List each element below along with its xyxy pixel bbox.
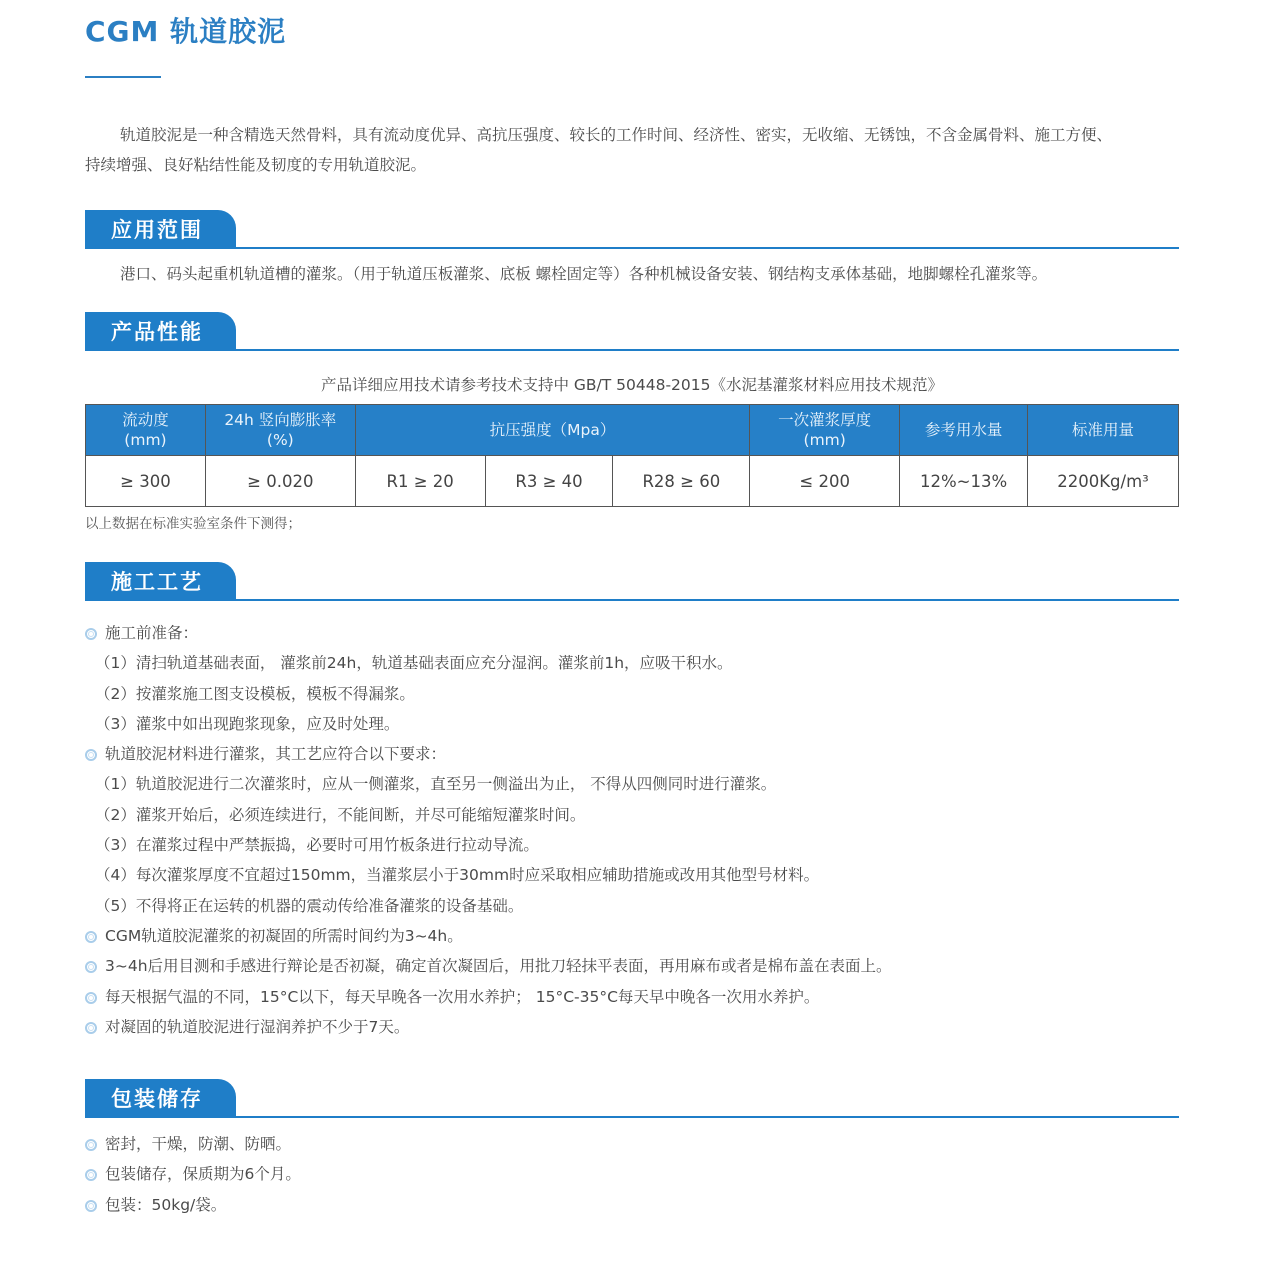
list-item-text: （1）轨道胶泥进行二次灌浆时，应从一侧灌浆，直至另一侧溢出为止， 不得从四侧同时进行灌浆。 (95, 775, 777, 794)
col-header: 流动度 (mm) (86, 405, 206, 456)
list-item (85, 891, 892, 921)
col-header: 24h 竖向膨胀率 (%) (205, 405, 355, 456)
section-title: 应用范围 (85, 210, 236, 248)
list-item (85, 800, 892, 830)
table-cell: ≤ 200 (750, 456, 900, 507)
section-header-application (85, 210, 1179, 250)
double-circle-bullet-icon (85, 749, 97, 761)
table-footnote: 以上数据在标准实验室条件下测得； (85, 516, 301, 532)
double-circle-bullet-icon (85, 1139, 97, 1151)
list-item (85, 709, 892, 739)
list-item-text: 对凝固的轨道胶泥进行湿润养护不少于7天。 (105, 1017, 410, 1036)
double-circle-bullet-icon (85, 961, 97, 973)
section-header-performance (85, 312, 1179, 352)
double-circle-bullet-icon (85, 1022, 97, 1034)
standard-note: 产品详细应用技术请参考技术支持中 GB/T 50448-2015《水泥基灌浆材料应用技术规范》 (320, 376, 944, 394)
intro-line: 轨道胶泥是一种含精选天然骨料，具有流动度优异、高抗压强度、较长的工作时间、经济性、密实，无收缩、无锈蚀，不含金属骨料、施工方便、 (120, 126, 1113, 144)
section-rule (85, 1116, 1179, 1118)
double-circle-bullet-icon (85, 992, 97, 1004)
list-item-text: （3）在灌浆过程中严禁振捣，必要时可用竹板条进行拉动导流。 (95, 836, 539, 855)
list-item-text: （4）每次灌浆厚度不宜超过150mm，当灌浆层小于30mm时应采取相应辅助措施或改用其他型号材料。 (95, 866, 820, 885)
section-title: 产品性能 (85, 312, 236, 350)
list-item (85, 679, 892, 709)
list-item (85, 951, 892, 981)
list-item-text: 轨道胶泥材料进行灌浆，其工艺应符合以下要求： (105, 745, 447, 764)
section-header-packaging (85, 1079, 1179, 1119)
list-item-text: CGM轨道胶泥灌浆的初凝固的所需时间约为3~4h。 (105, 926, 463, 945)
double-circle-bullet-icon (85, 931, 97, 943)
double-circle-bullet-icon (85, 1200, 97, 1212)
list-item-text: 每天根据气温的不同，15°C以下，每天早晚各一次用水养护； 15°C-35°C每天早中晚各一次用水养护。 (105, 987, 820, 1006)
section-rule (85, 599, 1179, 601)
list-item-text: 密封，干燥，防潮、防晒。 (105, 1135, 292, 1153)
list-item-text: 包装储存，保质期为6个月。 (105, 1165, 301, 1184)
title-underline (85, 76, 161, 78)
list-item (85, 648, 892, 678)
list-item (85, 982, 892, 1012)
list-item-text: （2）按灌浆施工图支设模板，模板不得漏浆。 (95, 684, 415, 703)
list-item (85, 1190, 301, 1220)
section-rule (85, 247, 1179, 249)
list-item-text: （1）清扫轨道基础表面， 灌浆前24h，轨道基础表面应充分湿润。灌浆前1h，应吸干积水。 (95, 654, 733, 673)
list-item-text: （5）不得将正在运转的机器的震动传给准备灌浆的设备基础。 (95, 896, 524, 915)
construction-list (85, 618, 892, 1042)
application-text: 港口、码头起重机轨道槽的灌浆。（用于轨道压板灌浆、底板 螺栓固定等）各种机械设备安装、钢结构支承体基础，地脚螺栓孔灌浆等。 (120, 265, 1048, 283)
packaging-list (85, 1129, 301, 1220)
list-item (85, 1012, 892, 1042)
intro-paragraph (85, 120, 1185, 180)
section-header-construction (85, 562, 1179, 602)
list-item (85, 860, 892, 890)
section-rule (85, 349, 1179, 351)
list-item (85, 1129, 301, 1159)
list-item-text: 施工前准备： (105, 624, 199, 642)
table-cell: ≥ 0.020 (205, 456, 355, 507)
table-cell: R1 ≥ 20 (355, 456, 485, 507)
list-item (85, 1159, 301, 1189)
col-header: 抗压强度（Mpa） (355, 405, 750, 456)
list-item-text: （2）灌浆开始后，必须连续进行，不能间断，并尽可能缩短灌浆时间。 (95, 805, 586, 824)
list-item-text: 3~4h后用目测和手感进行辩论是否初凝，确定首次凝固后，用批刀轻抹平表面，再用麻布或者是棉布盖在表面上。 (105, 957, 892, 976)
table-cell: 12%~13% (900, 456, 1028, 507)
table-header-row (86, 405, 1179, 456)
page-title: CGM 轨道胶泥 (85, 15, 287, 48)
intro-line: 持续增强、良好粘结性能及韧度的专用轨道胶泥。 (85, 156, 427, 174)
col-header: 一次灌浆厚度 (mm) (750, 405, 900, 456)
performance-table (85, 404, 1179, 507)
table-row (86, 456, 1179, 507)
table-cell: ≥ 300 (86, 456, 206, 507)
col-header: 参考用水量 (900, 405, 1028, 456)
double-circle-bullet-icon (85, 628, 97, 640)
double-circle-bullet-icon (85, 1169, 97, 1181)
section-title: 包装储存 (85, 1079, 236, 1117)
list-item (85, 830, 892, 860)
table-cell: 2200Kg/m³ (1028, 456, 1179, 507)
list-item (85, 739, 892, 769)
list-item (85, 921, 892, 951)
list-item-text: 包装：50kg/袋。 (105, 1195, 227, 1214)
list-item (85, 618, 892, 648)
section-title: 施工工艺 (85, 562, 236, 600)
col-header: 标准用量 (1028, 405, 1179, 456)
list-item-text: （3）灌浆中如出现跑浆现象，应及时处理。 (95, 714, 400, 733)
table-cell: R28 ≥ 60 (613, 456, 750, 507)
list-item (85, 769, 892, 799)
table-cell: R3 ≥ 40 (485, 456, 613, 507)
